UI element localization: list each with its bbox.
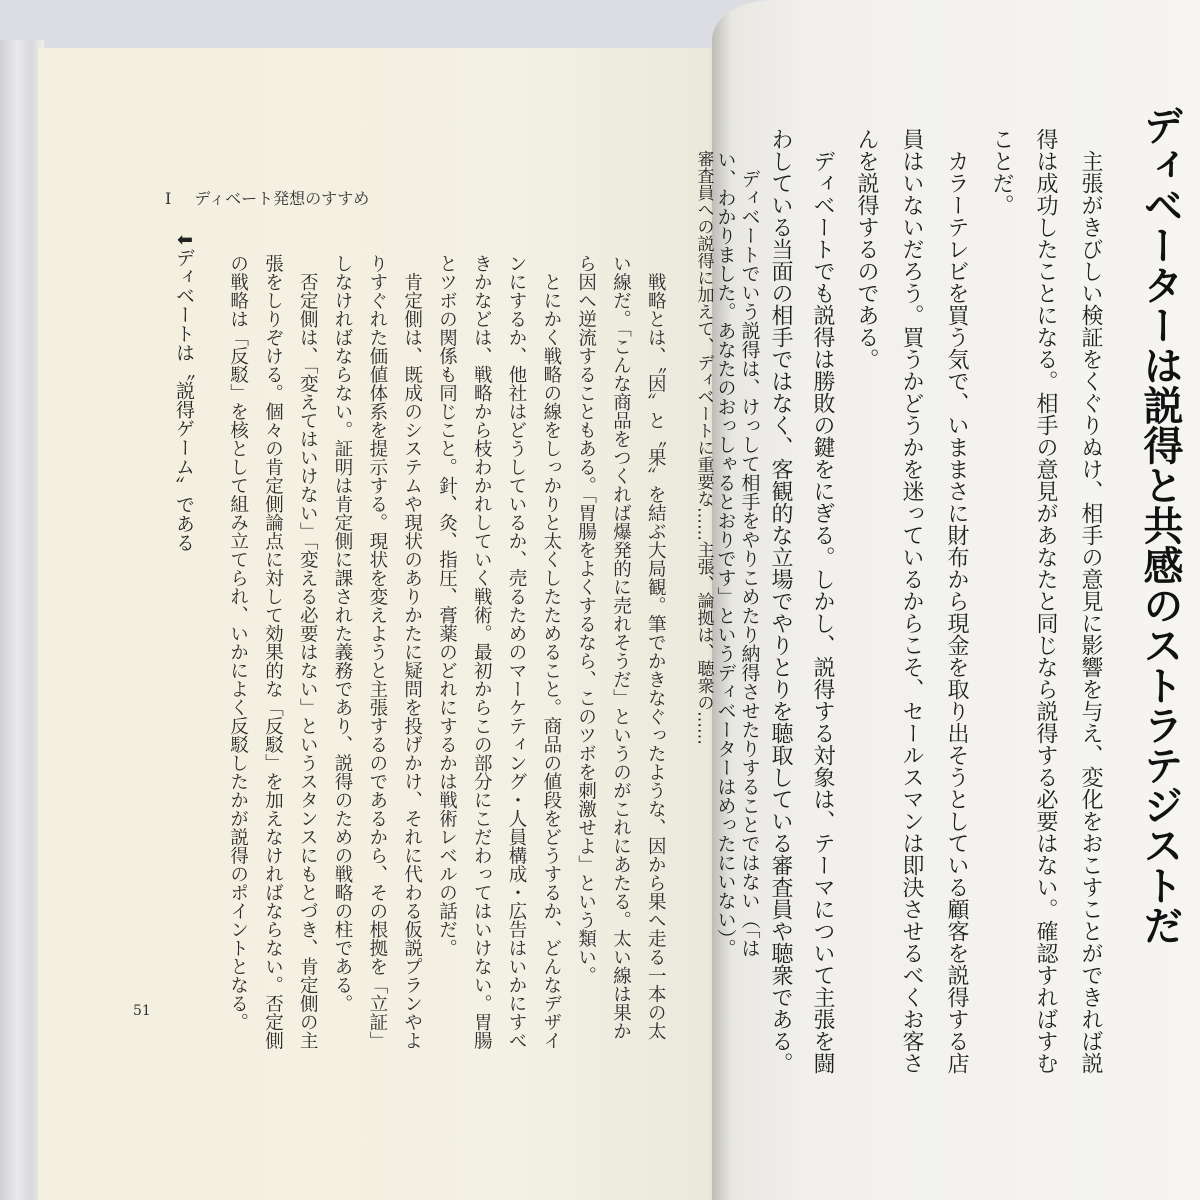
text-column: 戦略とは、〝因〟と〝果〟を結ぶ大局観。筆でかきなぐったような、因から果へ走る一本の太 (645, 254, 667, 1041)
page-number: 51 (133, 1003, 151, 1019)
chapter-title: ディベート発想のすすめ (194, 189, 370, 208)
text-column: りすぐれた価値体系を提示する。現状を変えようと主張するのであるから、その根拠を「立証」 (366, 254, 388, 1050)
text-column: とツボの関係も同じこと。針、灸、指圧、膏薬のどれにするかは戦術レベルの話だ。 (436, 254, 458, 957)
text-column: ら因へ逆流することもある。「胃腸をよくするなら、このツボを刺激せよ」という類い。 (575, 254, 597, 985)
text-column: 員はいないだろう。買うかどうかを迷っているからこそ、セールスマンは即決させるべくお客さ (899, 128, 924, 1074)
text-column: きかなどは、戦略から枝わかれしていく戦術。最初からこの部分にこだわってはいけない。胃腸 (471, 254, 493, 1050)
text-column: ディベートでいう説得は、けっして相手をやりこめたり納得させたりすることではない（「は (738, 150, 761, 958)
text-column: ことだ。 (989, 128, 1014, 216)
text-column: 張をしりぞける。個々の肯定側論点に対して効果的な「反駁」を加えなければならない。否定側 (262, 254, 284, 1050)
section-title: ディベーターは説得と共感のストラテジストだ (1137, 105, 1183, 945)
text-column: の戦略は「反駁」を核として組み立てられ、いかによく反駁したかが説得のポイントとなる。 (227, 254, 249, 1031)
text-column: とにかく戦略の線をしっかりと太くしたためること。商品の値段をどうするか、どんなデザイ (540, 254, 562, 1050)
text-column: 得は成功したことになる。相手の意見があなたと同じなら説得する必要はない。確認すればすむ (1033, 128, 1058, 1074)
down-arrow-icon: ⬇ (173, 232, 195, 248)
text-column: い、わかりました。あなたのおっしゃるとおりです」というディベーターはめったにいない）。 (714, 150, 737, 958)
text-column: ディベートでも説得は勝敗の鍵をにぎる。しかし、説得する対象は、テーマについて主張を闘 (810, 128, 835, 1074)
text-column: んを説得するのである。 (854, 128, 879, 370)
text-column: 主張がきびしい検証をくぐりぬけ、相手の意見に影響を与え、変化をおこすことができれば説 (1078, 128, 1103, 1074)
text-column: しなければならない。証明は肯定側に課された義務であり、説得のための戦略の柱である。 (332, 254, 354, 1013)
text-column: 否定側は、「変えてはいけない」「変える必要はない」というスタンスにもとづき、肯定側の主 (297, 254, 319, 1050)
text-column: わしている当面の相手ではなく、客観的な立場でやりとりを聴取している審査員や聴衆である。 (768, 128, 793, 1074)
subheading-text: ディベートは〝説得ゲーム〟である (173, 247, 195, 552)
chapter-number: I (165, 189, 172, 208)
text-column: ンにするか、他社はどうしているか、売るためのマーケティング・人員構成・広告はいかにすべ (506, 254, 528, 1050)
text-column: 審査員への説得に加えて、ディベートに重要な……主張、論拠は、聴衆の…… (693, 150, 714, 745)
text-column: 肯定側は、既成のシステムや現状のありかたに疑問を投げかけ、それに代わる仮説プランやよ (401, 254, 423, 1050)
text-column: カラーテレビを買う気で、いままさに財布から現金を取り出そうとしている顧客を説得する店 (944, 128, 969, 1074)
text-column: い線だ。「こんな商品をつくれば爆発的に売れそうだ」というのがこれにあたる。太い線は果か (610, 254, 632, 1041)
